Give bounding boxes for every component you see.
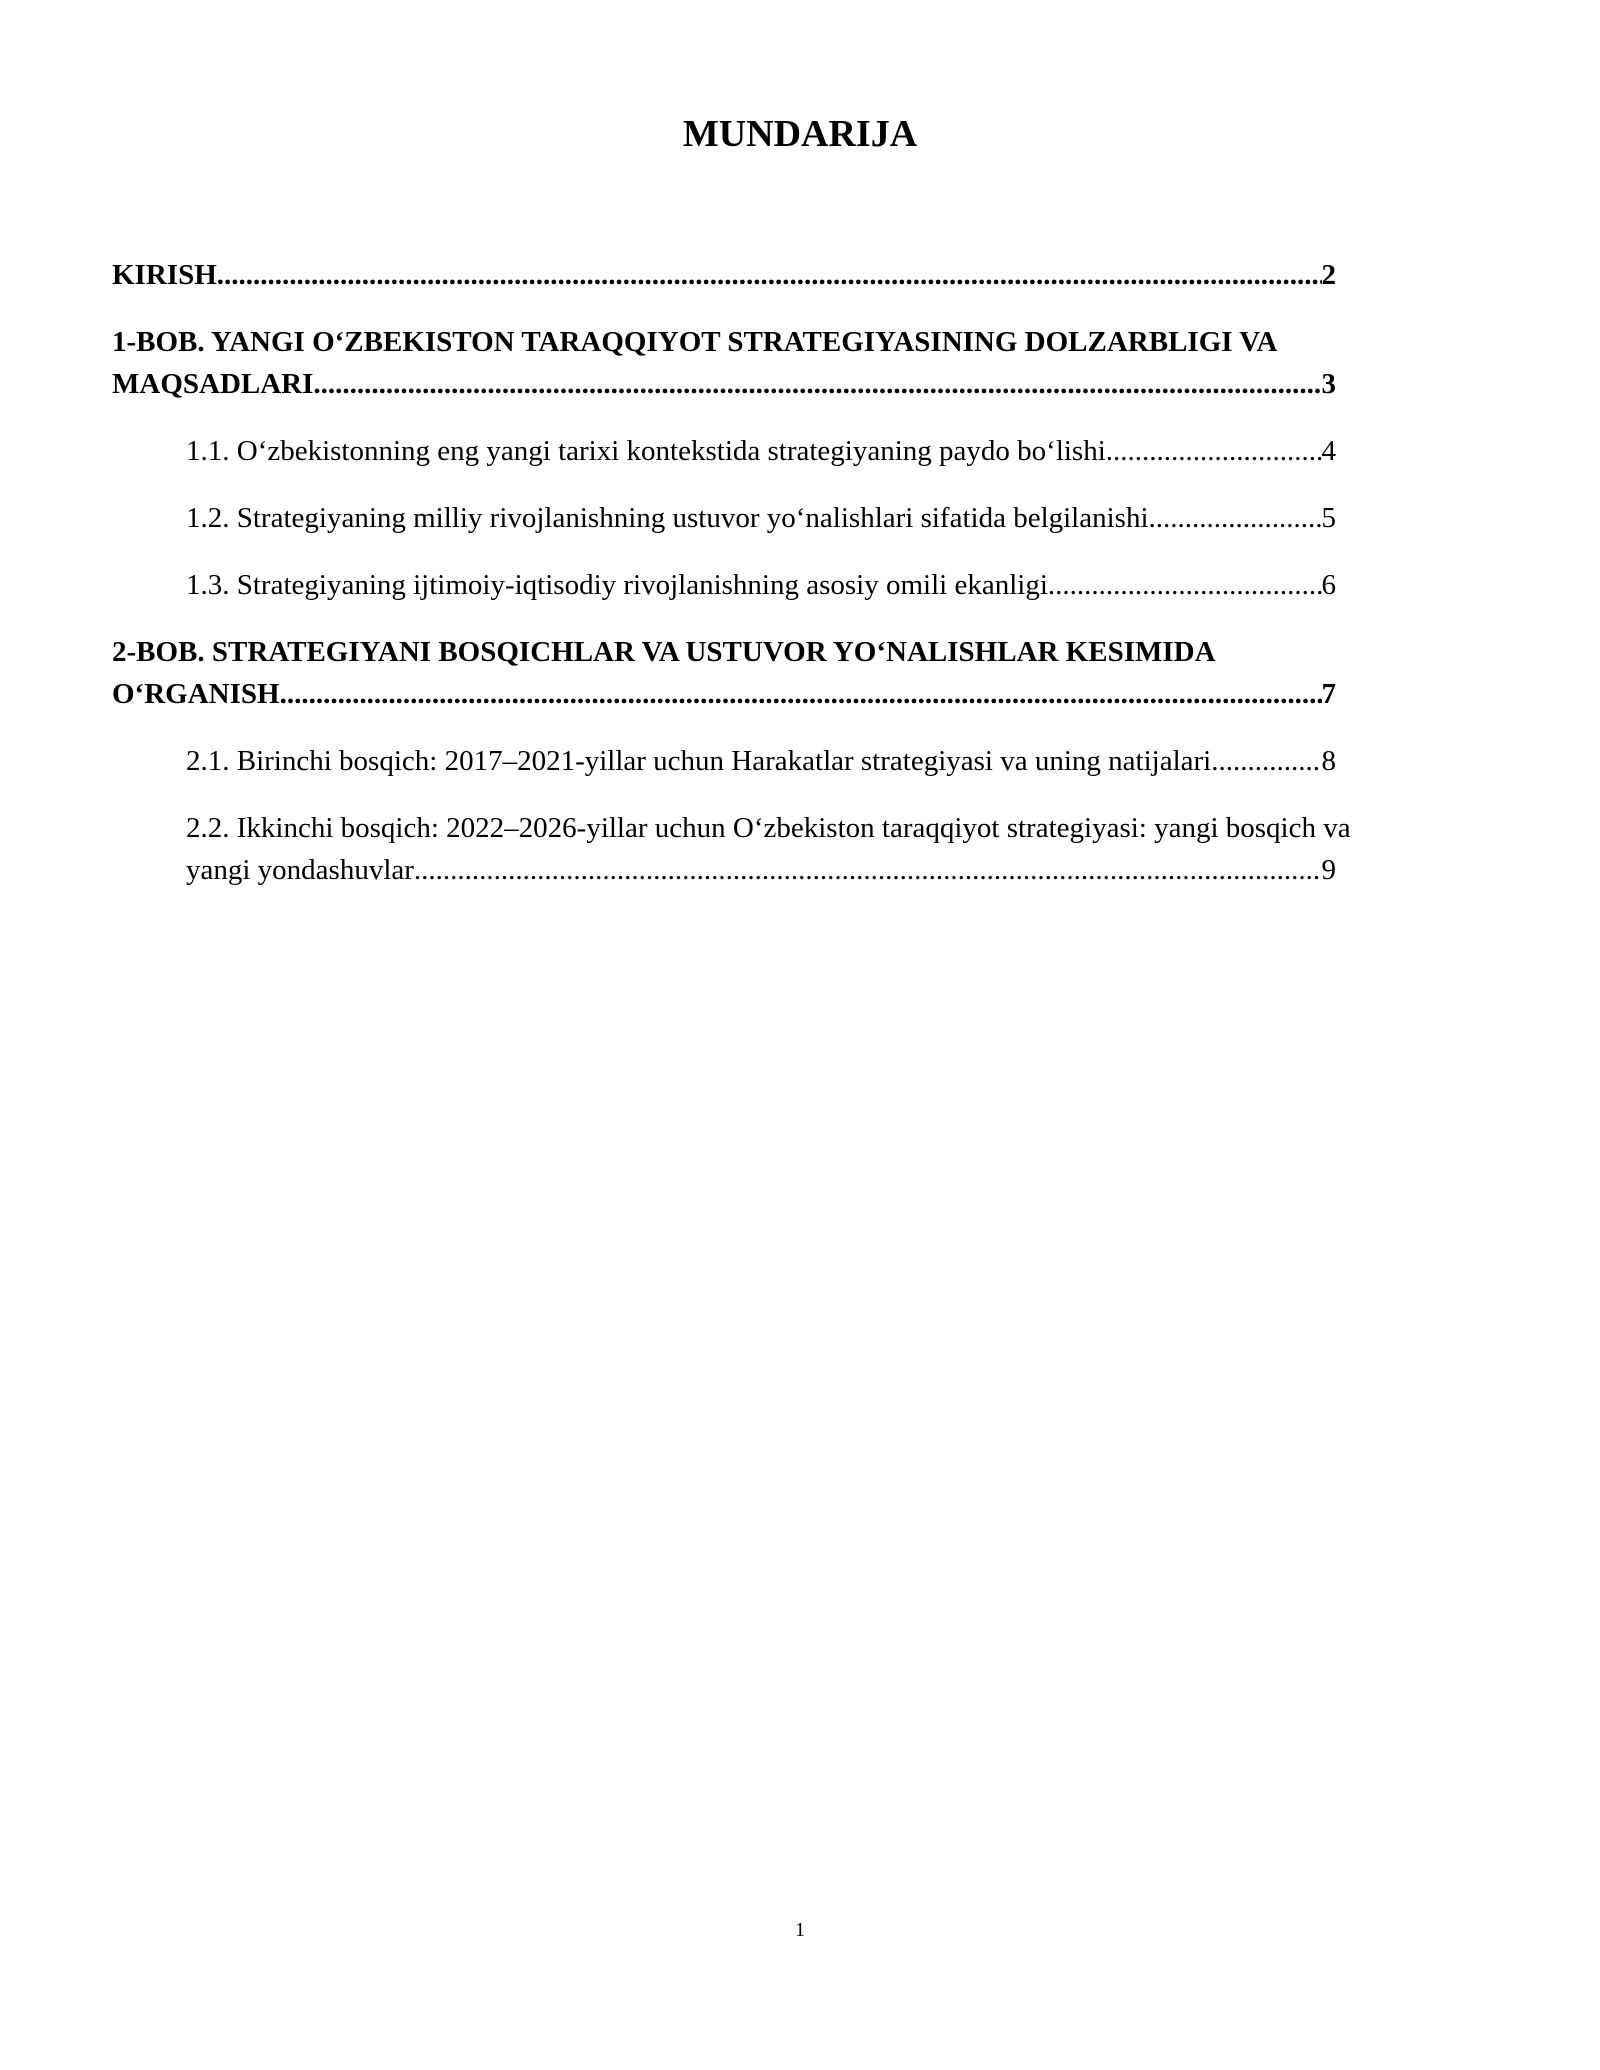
toc-page-number: 9 (1321, 854, 1336, 886)
dot-leader (1106, 430, 1322, 472)
dot-leader (313, 363, 1321, 405)
toc-entry-label-continued: MAQSADLARI (112, 368, 314, 400)
toc-entry-label: 1.1. O‘zbekistonning eng yangi tarixi kontekstida strategiyaning paydo bo‘lishi (186, 435, 1106, 467)
toc-entry-chapter-2[interactable] (112, 631, 1452, 715)
toc-entry-section-1-3[interactable] (112, 564, 1452, 606)
table-of-contents (112, 254, 1452, 916)
dot-leader (280, 673, 1322, 715)
page-title: MUNDARIJA (682, 113, 918, 155)
dot-leader (414, 849, 1322, 891)
dot-leader (1149, 497, 1322, 539)
toc-entry-section-2-1[interactable] (112, 740, 1452, 782)
toc-entry-label: 2.1. Birinchi bosqich: 2017–2021-yillar uchun Harakatlar strategiyasi va uning natijalari (186, 745, 1212, 777)
toc-page-number: 7 (1321, 678, 1336, 710)
toc-page-number: 3 (1321, 368, 1336, 400)
dot-leader (217, 254, 1322, 296)
toc-entry-label: KIRISH (112, 259, 217, 291)
dot-leader (1048, 564, 1322, 606)
toc-entry-label-continued: O‘RGANISH (112, 678, 280, 710)
toc-page-number: 2 (1321, 259, 1336, 291)
toc-entry-label: 2-BOB. STRATEGIYANI BOSQICHLAR VA USTUVOR YO‘NALISHLAR KESIMIDA (112, 636, 1216, 668)
toc-entry-label-continued: yangi yondashuvlar (186, 854, 414, 886)
page-number: 1 (795, 1919, 805, 1941)
toc-page-number: 5 (1321, 502, 1336, 534)
toc-page-number: 4 (1321, 435, 1336, 467)
toc-entry-section-1-1[interactable] (112, 430, 1452, 472)
toc-entry-label: 1.2. Strategiyaning milliy rivojlanishning ustuvor yo‘nalishlari sifatida belgilanishi (186, 502, 1149, 534)
toc-entry-label: 1-BOB. YANGI O‘ZBEKISTON TARAQQIYOT STRATEGIYASINING DOLZARBLIGI VA (112, 326, 1278, 358)
toc-entry-kirish[interactable] (112, 254, 1452, 296)
toc-entry-section-1-2[interactable] (112, 497, 1452, 539)
toc-page-number: 6 (1321, 569, 1336, 601)
dot-leader (1211, 740, 1321, 782)
toc-page-number: 8 (1321, 745, 1336, 777)
toc-entry-section-2-2[interactable] (112, 807, 1452, 891)
toc-entry-label: 2.2. Ikkinchi bosqich: 2022–2026-yillar uchun O‘zbekiston taraqqiyot strategiyasi: yangi bosqich va (186, 812, 1351, 844)
toc-entry-label: 1.3. Strategiyaning ijtimoiy-iqtisodiy rivojlanishning asosiy omili ekanligi (186, 569, 1048, 601)
toc-entry-chapter-1[interactable] (112, 321, 1452, 405)
